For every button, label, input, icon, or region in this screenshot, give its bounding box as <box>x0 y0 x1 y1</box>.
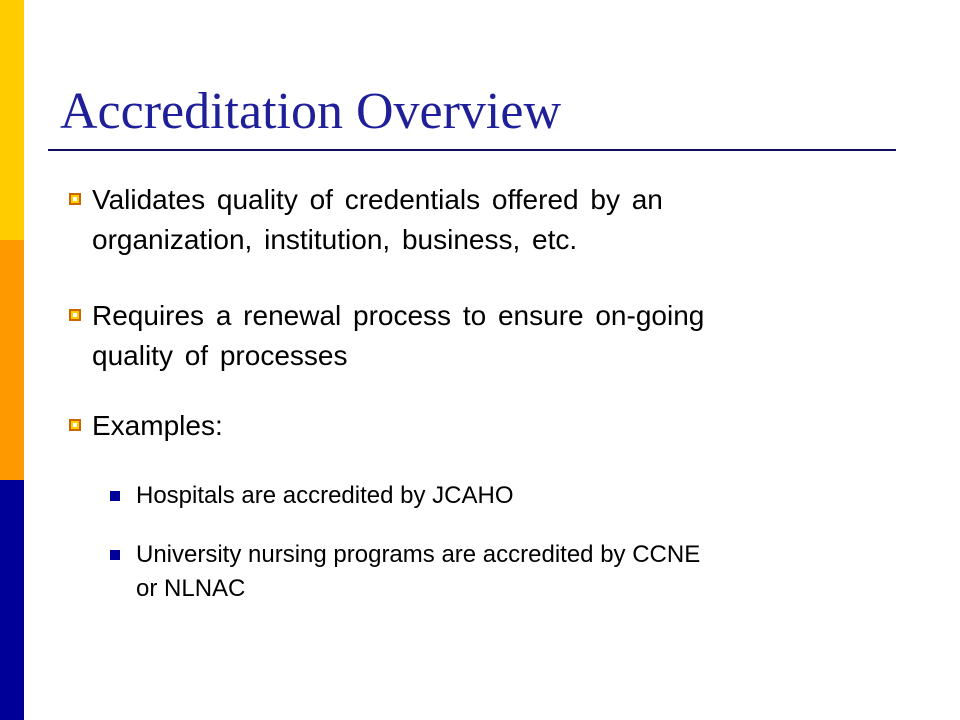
subbullet-text-line: or NLNAC <box>136 575 246 602</box>
bullet-item-examples <box>92 406 223 446</box>
subbullet-item-nursing <box>136 538 700 606</box>
bullet-text-line: Requires a renewal process to ensure on-going <box>92 300 705 331</box>
bullet-item-renewal <box>92 296 704 376</box>
bullet-text-line: Validates quality of credentials offered by an <box>92 184 663 215</box>
bullet-item-validates <box>92 180 663 260</box>
bullet-text-line: Examples: <box>92 410 223 441</box>
subbullet-item-hospitals <box>136 479 513 513</box>
sidebar-band-yellow <box>0 0 24 240</box>
sidebar-band-blue <box>0 480 24 720</box>
subbullet-text-line: Hospitals are accredited by JCAHO <box>136 482 514 509</box>
bullet-text-line: organization, institution, business, etc. <box>92 224 578 255</box>
bullet-text-line: quality of processes <box>92 340 348 371</box>
slide-title: Accreditation Overview <box>60 83 562 140</box>
square-bullet-icon <box>69 309 81 321</box>
sidebar-band-orange <box>0 240 24 480</box>
filled-square-bullet-icon <box>110 550 120 560</box>
title-underline <box>48 149 896 151</box>
square-bullet-icon <box>69 193 81 205</box>
subbullet-text-line: University nursing programs are accredited by CCNE <box>136 541 701 568</box>
square-bullet-icon <box>69 419 81 431</box>
filled-square-bullet-icon <box>110 491 120 501</box>
